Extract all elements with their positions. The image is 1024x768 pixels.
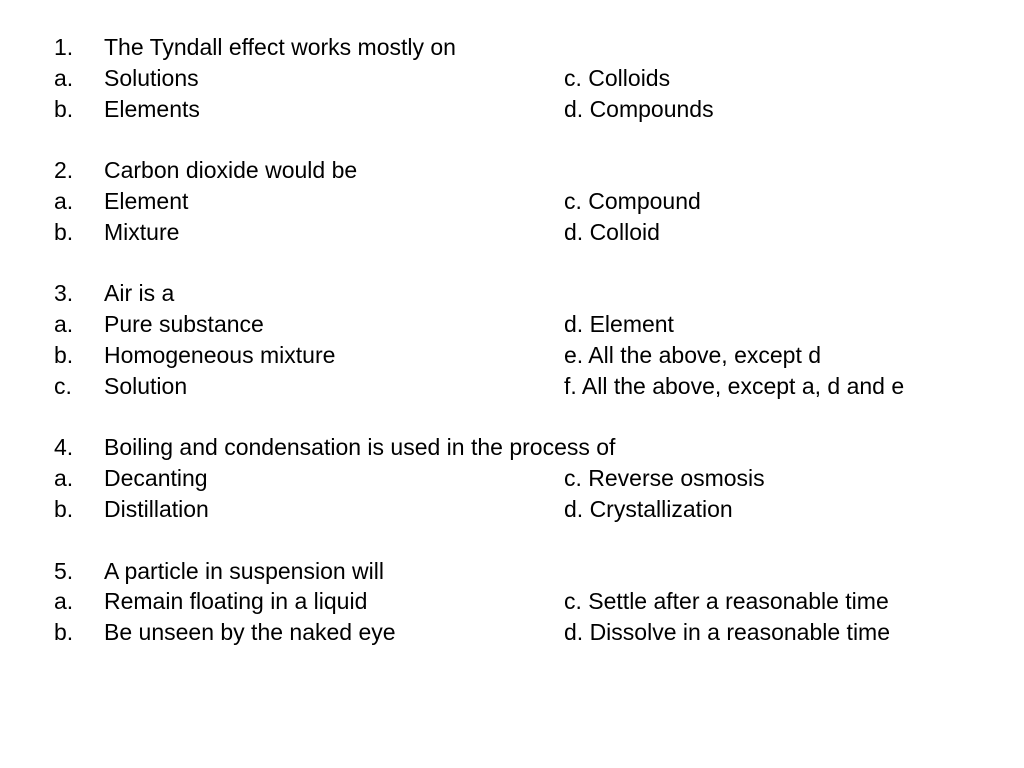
question-text: Carbon dioxide would be <box>104 157 358 184</box>
quiz <box>0 32 1024 679</box>
question-stem <box>0 278 1024 309</box>
choice-right: d. Element <box>564 311 674 338</box>
choice-right: d. Dissolve in a reasonable time <box>564 619 890 646</box>
choice-marker: b. <box>54 218 74 245</box>
choice-text: Solutions <box>104 64 199 91</box>
question-3 <box>0 278 1024 401</box>
choice-marker: c. <box>54 372 72 399</box>
choice-right: d. Compounds <box>564 95 714 122</box>
choice-text: Decanting <box>104 465 208 492</box>
choice-row <box>0 63 1024 94</box>
choice-right: d. Colloid <box>564 218 660 245</box>
choice-row <box>0 617 1024 648</box>
choice-row <box>0 309 1024 340</box>
choice-row <box>0 186 1024 217</box>
question-5 <box>0 556 1024 648</box>
question-text: A particle in suspension will <box>104 557 384 584</box>
question-number: 5. <box>54 557 74 584</box>
choice-marker: a. <box>54 187 74 214</box>
question-stem <box>0 32 1024 63</box>
choice-row <box>0 94 1024 125</box>
question-stem <box>0 432 1024 463</box>
question-1 <box>0 32 1024 124</box>
choice-text: Mixture <box>104 218 180 245</box>
choice-marker: b. <box>54 341 74 368</box>
choice-row <box>0 463 1024 494</box>
choice-marker: b. <box>54 619 74 646</box>
choice-right: e. All the above, except d <box>564 341 822 368</box>
choice-text: Element <box>104 187 189 214</box>
question-4 <box>0 432 1024 524</box>
choice-text: Solution <box>104 372 188 399</box>
question-2 <box>0 155 1024 247</box>
choice-right: d. Crystallization <box>564 495 733 522</box>
choice-marker: a. <box>54 311 74 338</box>
choice-right: c. Compound <box>564 187 701 214</box>
choice-row <box>0 371 1024 402</box>
question-text: The Tyndall effect works mostly on <box>104 34 456 60</box>
question-number: 1. <box>54 34 74 60</box>
choice-row <box>0 494 1024 525</box>
choice-text: Remain floating in a liquid <box>104 588 368 615</box>
choice-marker: a. <box>54 64 74 91</box>
choice-row <box>0 340 1024 371</box>
choice-marker: a. <box>54 465 74 492</box>
choice-text: Pure substance <box>104 311 264 338</box>
choice-marker: b. <box>54 95 74 122</box>
choice-right: c. Reverse osmosis <box>564 465 765 492</box>
choice-marker: b. <box>54 495 74 522</box>
choice-right: f. All the above, except a, d and e <box>564 372 905 399</box>
choice-text: Homogeneous mixture <box>104 341 336 368</box>
choice-row <box>0 586 1024 617</box>
question-number: 3. <box>54 280 74 307</box>
question-stem <box>0 155 1024 186</box>
question-number: 4. <box>54 434 74 461</box>
question-number: 2. <box>54 157 74 184</box>
choice-text: Elements <box>104 95 200 122</box>
choice-row <box>0 217 1024 248</box>
choice-right: c. Colloids <box>564 64 671 91</box>
question-text: Boiling and condensation is used in the process of <box>104 434 616 461</box>
question-text: Air is a <box>104 280 175 307</box>
choice-right: c. Settle after a reasonable time <box>564 588 889 615</box>
choice-marker: a. <box>54 588 74 615</box>
choice-text: Be unseen by the naked eye <box>104 619 396 646</box>
choice-text: Distillation <box>104 495 209 522</box>
question-stem <box>0 556 1024 587</box>
